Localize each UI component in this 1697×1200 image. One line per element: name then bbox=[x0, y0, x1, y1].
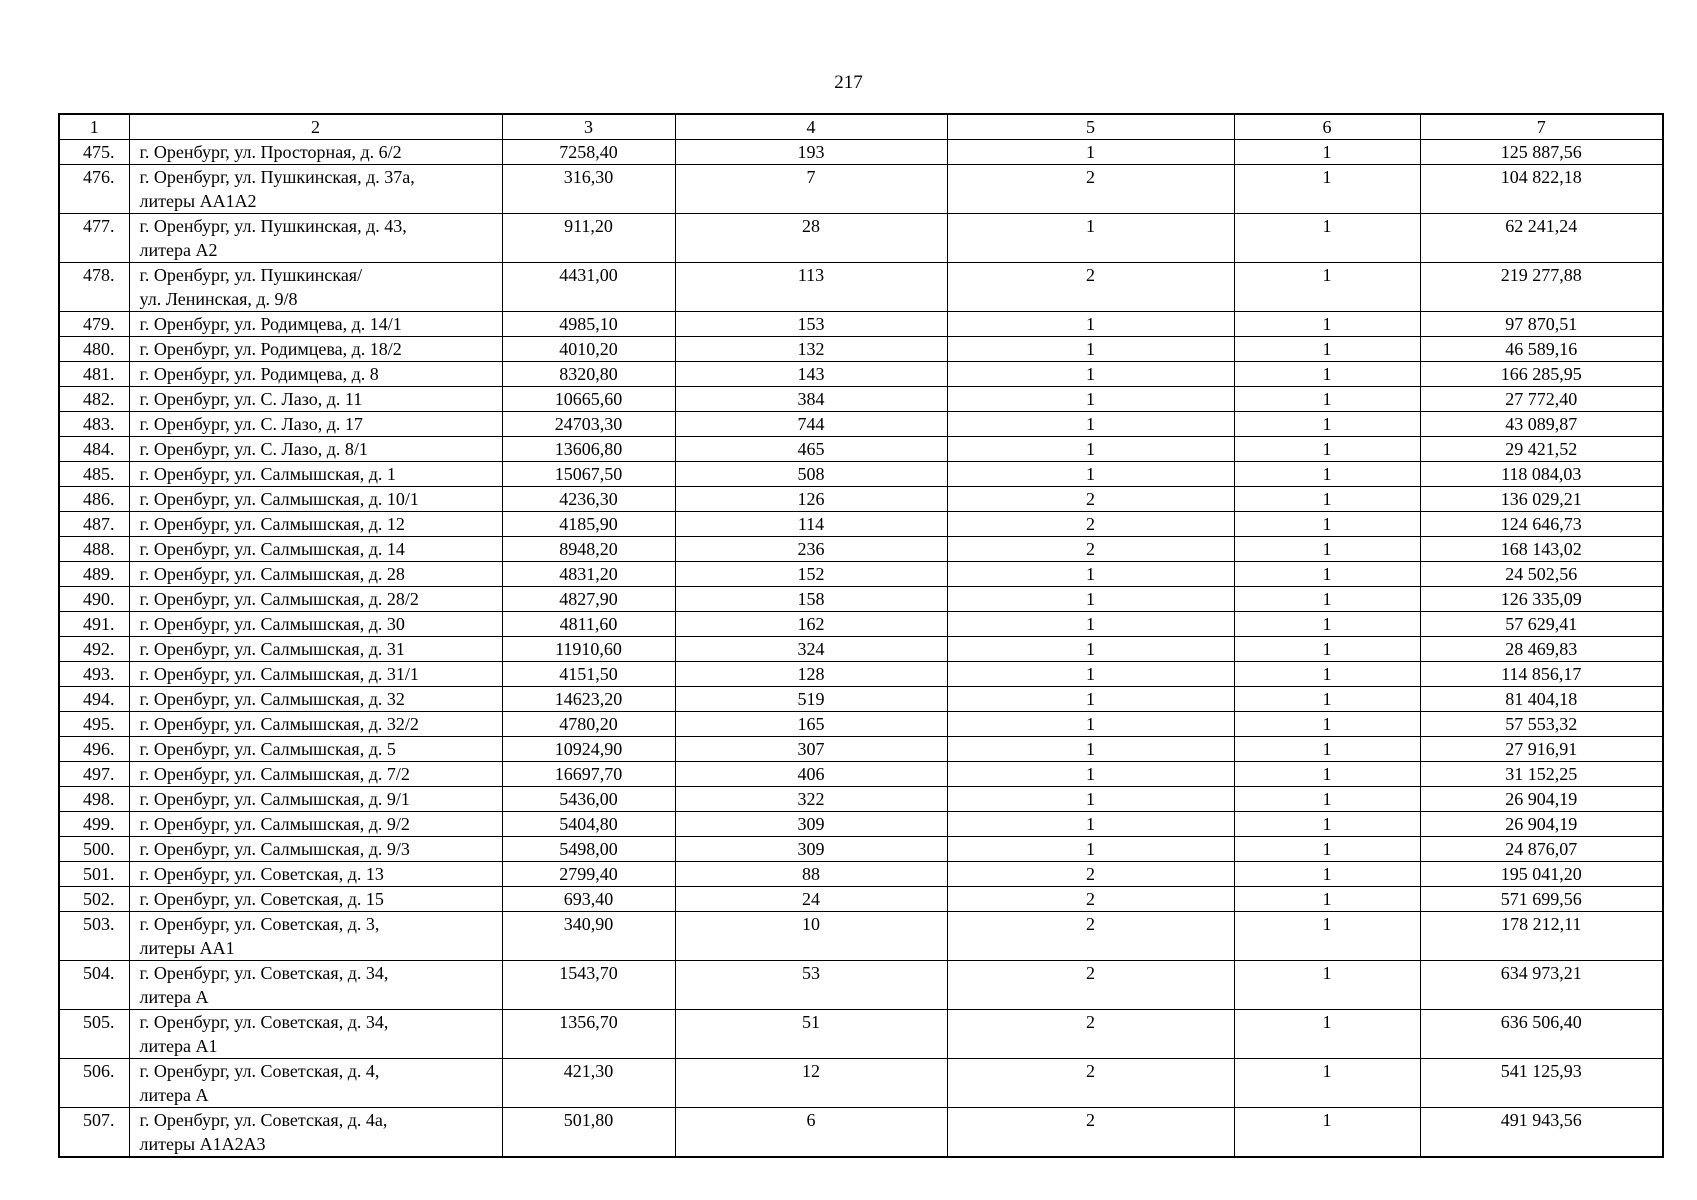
table-row bbox=[59, 762, 1663, 787]
col3-cell: 14623,20 bbox=[502, 687, 675, 712]
col7-cell: 168 143,02 bbox=[1420, 537, 1663, 562]
col3-cell: 4780,20 bbox=[502, 712, 675, 737]
address-cell: г. Оренбург, ул. С. Лазо, д. 8/1 bbox=[129, 437, 502, 462]
col6-cell: 1 bbox=[1234, 687, 1420, 712]
table-row bbox=[59, 637, 1663, 662]
address-cell bbox=[129, 1108, 502, 1158]
col3-cell: 10665,60 bbox=[502, 387, 675, 412]
col7-cell: 26 904,19 bbox=[1420, 787, 1663, 812]
col7-cell: 57 629,41 bbox=[1420, 612, 1663, 637]
table-row bbox=[59, 812, 1663, 837]
col4-cell: 162 bbox=[675, 612, 947, 637]
col7-cell: 125 887,56 bbox=[1420, 140, 1663, 165]
col5-cell: 1 bbox=[947, 837, 1234, 862]
col3-cell: 4811,60 bbox=[502, 612, 675, 637]
col6-cell: 1 bbox=[1234, 712, 1420, 737]
table-row bbox=[59, 140, 1663, 165]
col7-cell: 46 589,16 bbox=[1420, 337, 1663, 362]
row-number-cell: 482. bbox=[59, 387, 129, 412]
header-cell: 3 bbox=[502, 114, 675, 140]
col7-cell: 62 241,24 bbox=[1420, 214, 1663, 263]
col7-cell: 81 404,18 bbox=[1420, 687, 1663, 712]
table-row bbox=[59, 1059, 1663, 1108]
address-line: г. Оренбург, ул. Пушкинская/ bbox=[139, 265, 363, 285]
row-number-cell: 500. bbox=[59, 837, 129, 862]
col3-cell: 11910,60 bbox=[502, 637, 675, 662]
address-cell: г. Оренбург, ул. Салмышская, д. 28 bbox=[129, 562, 502, 587]
col6-cell: 1 bbox=[1234, 487, 1420, 512]
table-row bbox=[59, 263, 1663, 312]
col4-cell: 165 bbox=[675, 712, 947, 737]
col7-cell: 136 029,21 bbox=[1420, 487, 1663, 512]
row-number-cell: 487. bbox=[59, 512, 129, 537]
col3-cell: 24703,30 bbox=[502, 412, 675, 437]
col5-cell: 2 bbox=[947, 961, 1234, 1010]
col7-cell: 491 943,56 bbox=[1420, 1108, 1663, 1158]
row-number-cell: 479. bbox=[59, 312, 129, 337]
col4-cell: 193 bbox=[675, 140, 947, 165]
address-line: литеры АА1 bbox=[139, 938, 235, 958]
row-number-cell: 486. bbox=[59, 487, 129, 512]
col4-cell: 309 bbox=[675, 837, 947, 862]
table-row bbox=[59, 687, 1663, 712]
table-row bbox=[59, 912, 1663, 961]
table-row bbox=[59, 1108, 1663, 1158]
table-row bbox=[59, 562, 1663, 587]
col7-cell: 541 125,93 bbox=[1420, 1059, 1663, 1108]
address-line: г. Оренбург, ул. Советская, д. 34, bbox=[139, 963, 389, 983]
col4-cell: 143 bbox=[675, 362, 947, 387]
col6-cell: 1 bbox=[1234, 812, 1420, 837]
col5-cell: 1 bbox=[947, 562, 1234, 587]
col4-cell: 384 bbox=[675, 387, 947, 412]
col6-cell: 1 bbox=[1234, 337, 1420, 362]
col3-cell: 8948,20 bbox=[502, 537, 675, 562]
row-number-cell: 483. bbox=[59, 412, 129, 437]
address-cell: г. Оренбург, ул. С. Лазо, д. 11 bbox=[129, 387, 502, 412]
row-number-cell: 496. bbox=[59, 737, 129, 762]
table-row bbox=[59, 787, 1663, 812]
address-line: г. Оренбург, ул. Советская, д. 4а, bbox=[139, 1110, 388, 1130]
address-line: г. Оренбург, ул. Пушкинская, д. 37а, bbox=[139, 167, 415, 187]
address-cell bbox=[129, 961, 502, 1010]
table-row bbox=[59, 1010, 1663, 1059]
col3-cell: 13606,80 bbox=[502, 437, 675, 462]
col3-cell: 693,40 bbox=[502, 887, 675, 912]
row-number-cell: 499. bbox=[59, 812, 129, 837]
col3-cell: 4827,90 bbox=[502, 587, 675, 612]
col4-cell: 7 bbox=[675, 165, 947, 214]
table-row bbox=[59, 462, 1663, 487]
col6-cell: 1 bbox=[1234, 662, 1420, 687]
address-cell bbox=[129, 214, 502, 263]
table-row bbox=[59, 712, 1663, 737]
col4-cell: 24 bbox=[675, 887, 947, 912]
col7-cell: 24 876,07 bbox=[1420, 837, 1663, 862]
row-number-cell: 492. bbox=[59, 637, 129, 662]
address-cell: г. Оренбург, ул. Просторная, д. 6/2 bbox=[129, 140, 502, 165]
col5-cell: 1 bbox=[947, 637, 1234, 662]
col6-cell: 1 bbox=[1234, 637, 1420, 662]
col7-cell: 29 421,52 bbox=[1420, 437, 1663, 462]
col7-cell: 634 973,21 bbox=[1420, 961, 1663, 1010]
col5-cell: 1 bbox=[947, 587, 1234, 612]
col4-cell: 508 bbox=[675, 462, 947, 487]
address-cell: г. Оренбург, ул. Салмышская, д. 14 bbox=[129, 537, 502, 562]
table-row bbox=[59, 214, 1663, 263]
table-row bbox=[59, 887, 1663, 912]
col4-cell: 309 bbox=[675, 812, 947, 837]
address-cell: г. Оренбург, ул. Салмышская, д. 9/1 bbox=[129, 787, 502, 812]
row-number-cell: 503. bbox=[59, 912, 129, 961]
row-number-cell: 506. bbox=[59, 1059, 129, 1108]
table-header bbox=[59, 114, 1663, 140]
address-line: литеры АА1А2 bbox=[139, 191, 257, 211]
row-number-cell: 489. bbox=[59, 562, 129, 587]
row-number-cell: 475. bbox=[59, 140, 129, 165]
col6-cell: 1 bbox=[1234, 787, 1420, 812]
page-number: 217 bbox=[834, 72, 863, 93]
col3-cell: 5436,00 bbox=[502, 787, 675, 812]
table-row bbox=[59, 362, 1663, 387]
col4-cell: 12 bbox=[675, 1059, 947, 1108]
table-row bbox=[59, 737, 1663, 762]
row-number-cell: 488. bbox=[59, 537, 129, 562]
header-cell: 5 bbox=[947, 114, 1234, 140]
col3-cell: 5498,00 bbox=[502, 837, 675, 862]
row-number-cell: 484. bbox=[59, 437, 129, 462]
col6-cell: 1 bbox=[1234, 140, 1420, 165]
col6-cell: 1 bbox=[1234, 512, 1420, 537]
row-number-cell: 494. bbox=[59, 687, 129, 712]
table-row bbox=[59, 337, 1663, 362]
col3-cell: 4185,90 bbox=[502, 512, 675, 537]
col6-cell: 1 bbox=[1234, 412, 1420, 437]
col4-cell: 324 bbox=[675, 637, 947, 662]
col5-cell: 1 bbox=[947, 337, 1234, 362]
col3-cell: 4151,50 bbox=[502, 662, 675, 687]
col5-cell: 1 bbox=[947, 612, 1234, 637]
col5-cell: 2 bbox=[947, 887, 1234, 912]
col4-cell: 53 bbox=[675, 961, 947, 1010]
address-cell: г. Оренбург, ул. Салмышская, д. 30 bbox=[129, 612, 502, 637]
row-number-cell: 493. bbox=[59, 662, 129, 687]
col7-cell: 571 699,56 bbox=[1420, 887, 1663, 912]
col7-cell: 27 916,91 bbox=[1420, 737, 1663, 762]
table-row bbox=[59, 512, 1663, 537]
col4-cell: 152 bbox=[675, 562, 947, 587]
header-row bbox=[59, 114, 1663, 140]
col5-cell: 1 bbox=[947, 312, 1234, 337]
table-row bbox=[59, 662, 1663, 687]
address-line: литера А1 bbox=[139, 1036, 218, 1056]
address-cell: г. Оренбург, ул. Салмышская, д. 32 bbox=[129, 687, 502, 712]
col3-cell: 911,20 bbox=[502, 214, 675, 263]
address-cell: г. Оренбург, ул. Советская, д. 15 bbox=[129, 887, 502, 912]
col3-cell: 4831,20 bbox=[502, 562, 675, 587]
col5-cell: 1 bbox=[947, 687, 1234, 712]
col3-cell: 2799,40 bbox=[502, 862, 675, 887]
col4-cell: 126 bbox=[675, 487, 947, 512]
col6-cell: 1 bbox=[1234, 263, 1420, 312]
row-number-cell: 485. bbox=[59, 462, 129, 487]
address-cell: г. Оренбург, ул. Салмышская, д. 32/2 bbox=[129, 712, 502, 737]
col3-cell: 501,80 bbox=[502, 1108, 675, 1158]
col6-cell: 1 bbox=[1234, 1010, 1420, 1059]
address-cell: г. Оренбург, ул. Салмышская, д. 7/2 bbox=[129, 762, 502, 787]
address-line: литеры А1А2А3 bbox=[139, 1134, 266, 1154]
row-number-cell: 498. bbox=[59, 787, 129, 812]
col5-cell: 2 bbox=[947, 487, 1234, 512]
address-cell: г. Оренбург, ул. Родимцева, д. 18/2 bbox=[129, 337, 502, 362]
col4-cell: 158 bbox=[675, 587, 947, 612]
address-cell: г. Оренбург, ул. Салмышская, д. 28/2 bbox=[129, 587, 502, 612]
table-row bbox=[59, 862, 1663, 887]
col5-cell: 2 bbox=[947, 512, 1234, 537]
row-number-cell: 495. bbox=[59, 712, 129, 737]
col7-cell: 126 335,09 bbox=[1420, 587, 1663, 612]
col4-cell: 113 bbox=[675, 263, 947, 312]
address-cell: г. Оренбург, ул. Салмышская, д. 5 bbox=[129, 737, 502, 762]
address-cell: г. Оренбург, ул. С. Лазо, д. 17 bbox=[129, 412, 502, 437]
col5-cell: 2 bbox=[947, 263, 1234, 312]
col3-cell: 316,30 bbox=[502, 165, 675, 214]
address-line: ул. Ленинская, д. 9/8 bbox=[139, 289, 298, 309]
col5-cell: 1 bbox=[947, 362, 1234, 387]
col6-cell: 1 bbox=[1234, 912, 1420, 961]
col6-cell: 1 bbox=[1234, 762, 1420, 787]
col6-cell: 1 bbox=[1234, 1059, 1420, 1108]
col7-cell: 195 041,20 bbox=[1420, 862, 1663, 887]
col4-cell: 153 bbox=[675, 312, 947, 337]
col7-cell: 166 285,95 bbox=[1420, 362, 1663, 387]
col6-cell: 1 bbox=[1234, 587, 1420, 612]
col6-cell: 1 bbox=[1234, 437, 1420, 462]
col4-cell: 322 bbox=[675, 787, 947, 812]
table-row bbox=[59, 487, 1663, 512]
table-body bbox=[59, 140, 1663, 1158]
address-cell bbox=[129, 1059, 502, 1108]
col3-cell: 4236,30 bbox=[502, 487, 675, 512]
address-cell: г. Оренбург, ул. Салмышская, д. 9/3 bbox=[129, 837, 502, 862]
col4-cell: 6 bbox=[675, 1108, 947, 1158]
row-number-cell: 478. bbox=[59, 263, 129, 312]
col5-cell: 1 bbox=[947, 387, 1234, 412]
header-cell: 1 bbox=[59, 114, 129, 140]
col7-cell: 57 553,32 bbox=[1420, 712, 1663, 737]
col3-cell: 4431,00 bbox=[502, 263, 675, 312]
col7-cell: 636 506,40 bbox=[1420, 1010, 1663, 1059]
col4-cell: 465 bbox=[675, 437, 947, 462]
col7-cell: 118 084,03 bbox=[1420, 462, 1663, 487]
col4-cell: 132 bbox=[675, 337, 947, 362]
col5-cell: 1 bbox=[947, 140, 1234, 165]
row-number-cell: 501. bbox=[59, 862, 129, 887]
col3-cell: 16697,70 bbox=[502, 762, 675, 787]
table-row bbox=[59, 387, 1663, 412]
col7-cell: 28 469,83 bbox=[1420, 637, 1663, 662]
header-cell: 6 bbox=[1234, 114, 1420, 140]
table-row bbox=[59, 537, 1663, 562]
table-row bbox=[59, 961, 1663, 1010]
col5-cell: 1 bbox=[947, 812, 1234, 837]
address-cell bbox=[129, 1010, 502, 1059]
col7-cell: 24 502,56 bbox=[1420, 562, 1663, 587]
col6-cell: 1 bbox=[1234, 961, 1420, 1010]
col3-cell: 7258,40 bbox=[502, 140, 675, 165]
row-number-cell: 502. bbox=[59, 887, 129, 912]
col4-cell: 88 bbox=[675, 862, 947, 887]
row-number-cell: 480. bbox=[59, 337, 129, 362]
col7-cell: 97 870,51 bbox=[1420, 312, 1663, 337]
col5-cell: 1 bbox=[947, 437, 1234, 462]
col6-cell: 1 bbox=[1234, 362, 1420, 387]
table-row bbox=[59, 587, 1663, 612]
row-number-cell: 507. bbox=[59, 1108, 129, 1158]
address-cell: г. Оренбург, ул. Советская, д. 13 bbox=[129, 862, 502, 887]
address-cell bbox=[129, 165, 502, 214]
row-number-cell: 491. bbox=[59, 612, 129, 637]
col4-cell: 128 bbox=[675, 662, 947, 687]
row-number-cell: 481. bbox=[59, 362, 129, 387]
address-cell: г. Оренбург, ул. Салмышская, д. 9/2 bbox=[129, 812, 502, 837]
row-number-cell: 497. bbox=[59, 762, 129, 787]
col3-cell: 340,90 bbox=[502, 912, 675, 961]
address-cell: г. Оренбург, ул. Салмышская, д. 1 bbox=[129, 462, 502, 487]
address-cell bbox=[129, 263, 502, 312]
col5-cell: 1 bbox=[947, 662, 1234, 687]
col7-cell: 219 277,88 bbox=[1420, 263, 1663, 312]
col5-cell: 2 bbox=[947, 1010, 1234, 1059]
table-row bbox=[59, 837, 1663, 862]
address-line: литера А bbox=[139, 987, 209, 1007]
table-row bbox=[59, 612, 1663, 637]
address-cell: г. Оренбург, ул. Салмышская, д. 10/1 bbox=[129, 487, 502, 512]
col4-cell: 28 bbox=[675, 214, 947, 263]
row-number-cell: 504. bbox=[59, 961, 129, 1010]
col7-cell: 124 646,73 bbox=[1420, 512, 1663, 537]
col7-cell: 178 212,11 bbox=[1420, 912, 1663, 961]
col4-cell: 10 bbox=[675, 912, 947, 961]
header-cell: 2 bbox=[129, 114, 502, 140]
col6-cell: 1 bbox=[1234, 737, 1420, 762]
col4-cell: 406 bbox=[675, 762, 947, 787]
table-row bbox=[59, 412, 1663, 437]
address-cell: г. Оренбург, ул. Салмышская, д. 12 bbox=[129, 512, 502, 537]
col3-cell: 421,30 bbox=[502, 1059, 675, 1108]
col7-cell: 114 856,17 bbox=[1420, 662, 1663, 687]
table-row bbox=[59, 165, 1663, 214]
col4-cell: 307 bbox=[675, 737, 947, 762]
col6-cell: 1 bbox=[1234, 862, 1420, 887]
col6-cell: 1 bbox=[1234, 312, 1420, 337]
header-cell: 7 bbox=[1420, 114, 1663, 140]
col6-cell: 1 bbox=[1234, 837, 1420, 862]
address-line: г. Оренбург, ул. Советская, д. 4, bbox=[139, 1061, 380, 1081]
col5-cell: 2 bbox=[947, 862, 1234, 887]
address-cell: г. Оренбург, ул. Салмышская, д. 31 bbox=[129, 637, 502, 662]
col5-cell: 1 bbox=[947, 462, 1234, 487]
col3-cell: 5404,80 bbox=[502, 812, 675, 837]
address-cell: г. Оренбург, ул. Родимцева, д. 8 bbox=[129, 362, 502, 387]
col3-cell: 8320,80 bbox=[502, 362, 675, 387]
col6-cell: 1 bbox=[1234, 165, 1420, 214]
row-number-cell: 490. bbox=[59, 587, 129, 612]
row-number-cell: 477. bbox=[59, 214, 129, 263]
address-line: г. Оренбург, ул. Советская, д. 34, bbox=[139, 1012, 389, 1032]
col7-cell: 104 822,18 bbox=[1420, 165, 1663, 214]
col6-cell: 1 bbox=[1234, 887, 1420, 912]
col3-cell: 1543,70 bbox=[502, 961, 675, 1010]
address-line: г. Оренбург, ул. Пушкинская, д. 43, bbox=[139, 216, 407, 236]
col5-cell: 1 bbox=[947, 412, 1234, 437]
col4-cell: 51 bbox=[675, 1010, 947, 1059]
col3-cell: 4010,20 bbox=[502, 337, 675, 362]
col5-cell: 1 bbox=[947, 762, 1234, 787]
col3-cell: 4985,10 bbox=[502, 312, 675, 337]
row-number-cell: 476. bbox=[59, 165, 129, 214]
address-line: литера А2 bbox=[139, 240, 218, 260]
col7-cell: 27 772,40 bbox=[1420, 387, 1663, 412]
col6-cell: 1 bbox=[1234, 612, 1420, 637]
address-line: литера А bbox=[139, 1085, 209, 1105]
col3-cell: 10924,90 bbox=[502, 737, 675, 762]
col4-cell: 519 bbox=[675, 687, 947, 712]
col7-cell: 31 152,25 bbox=[1420, 762, 1663, 787]
col5-cell: 1 bbox=[947, 787, 1234, 812]
table-row bbox=[59, 312, 1663, 337]
col4-cell: 236 bbox=[675, 537, 947, 562]
col7-cell: 26 904,19 bbox=[1420, 812, 1663, 837]
col6-cell: 1 bbox=[1234, 562, 1420, 587]
col5-cell: 2 bbox=[947, 165, 1234, 214]
row-number-cell: 505. bbox=[59, 1010, 129, 1059]
col6-cell: 1 bbox=[1234, 462, 1420, 487]
col5-cell: 1 bbox=[947, 737, 1234, 762]
col5-cell: 2 bbox=[947, 537, 1234, 562]
col3-cell: 15067,50 bbox=[502, 462, 675, 487]
address-cell: г. Оренбург, ул. Родимцева, д. 14/1 bbox=[129, 312, 502, 337]
table-row bbox=[59, 437, 1663, 462]
header-cell: 4 bbox=[675, 114, 947, 140]
col6-cell: 1 bbox=[1234, 537, 1420, 562]
col6-cell: 1 bbox=[1234, 1108, 1420, 1158]
col6-cell: 1 bbox=[1234, 214, 1420, 263]
address-cell: г. Оренбург, ул. Салмышская, д. 31/1 bbox=[129, 662, 502, 687]
register-table bbox=[58, 113, 1664, 1158]
address-line: г. Оренбург, ул. Советская, д. 3, bbox=[139, 914, 380, 934]
col4-cell: 114 bbox=[675, 512, 947, 537]
col3-cell: 1356,70 bbox=[502, 1010, 675, 1059]
col5-cell: 2 bbox=[947, 912, 1234, 961]
col7-cell: 43 089,87 bbox=[1420, 412, 1663, 437]
address-cell bbox=[129, 912, 502, 961]
col5-cell: 1 bbox=[947, 712, 1234, 737]
col5-cell: 2 bbox=[947, 1059, 1234, 1108]
col6-cell: 1 bbox=[1234, 387, 1420, 412]
col5-cell: 2 bbox=[947, 1108, 1234, 1158]
col5-cell: 1 bbox=[947, 214, 1234, 263]
col4-cell: 744 bbox=[675, 412, 947, 437]
